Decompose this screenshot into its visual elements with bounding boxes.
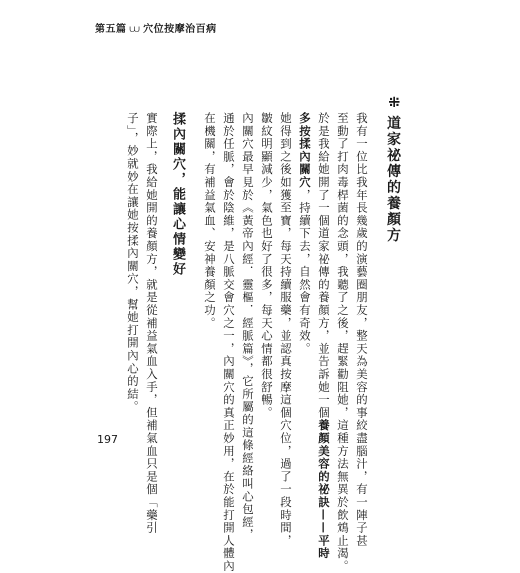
body-line-8: 通於任脈，會於陰維，是八脈交會穴之一，內關穴的真正妙用，在於能打開人體內 [222,112,236,573]
section-title: ⁜道家祕傳的養顏方 [385,96,401,244]
body-line-6: 皺紋明顯減少，氣色也好了很多，每天心情都很舒暢。 [260,112,274,420]
page-number: 197 [97,433,118,446]
body-line-4: 多按揉內關穴，持續下去，自然會有奇效。 [298,112,312,356]
chapter-title: 穴位按摩治百病 [143,24,217,35]
body-line-2: 至動了打肉毒桿菌的念頭，我聽了之後，趕緊勸阻她，這種方法無異於飲鴆止渴。 [336,112,350,573]
flower-mark-icon: ⁜ [385,96,401,110]
running-header [95,20,217,35]
body-line-7: 內關穴最早見於《黃帝內經．靈樞．經脈篇》，它所屬的這條經絡叫心包經， [241,112,255,542]
body-line-3: 於是我給她開了一個道家祕傳的養顏方，並告訴她一個養顏美容的祕訣——平時 [317,112,331,560]
arrow-icon: ⩊ [129,24,141,35]
body-line-1: 我有一位比我年長幾歲的演藝圈朋友，整天為美容的事絞盡腦汁，有一陣子甚 [355,112,369,548]
body-line-11: 子」，妙就妙在讓她按揉內關穴，幫她打開內心的結。 [126,112,140,414]
body-line-5: 她得到之後如獲至寶，每天持續服藥，並認真按摩這個穴位，過了一段時間， [279,112,293,548]
chapter-label: 第五篇 [95,24,127,35]
body-line-10: 實際上，我給她開的養顏方，就是從補益氣血入手，但補氣血只是個「藥引 [145,112,159,535]
section2-title: 揉內關穴，能讓心情變好 [170,112,185,277]
subsection-title: 多按揉內關穴 [298,112,312,189]
body-line-9: 在機關，有補益氣血、安神養顏之功。 [203,112,217,330]
